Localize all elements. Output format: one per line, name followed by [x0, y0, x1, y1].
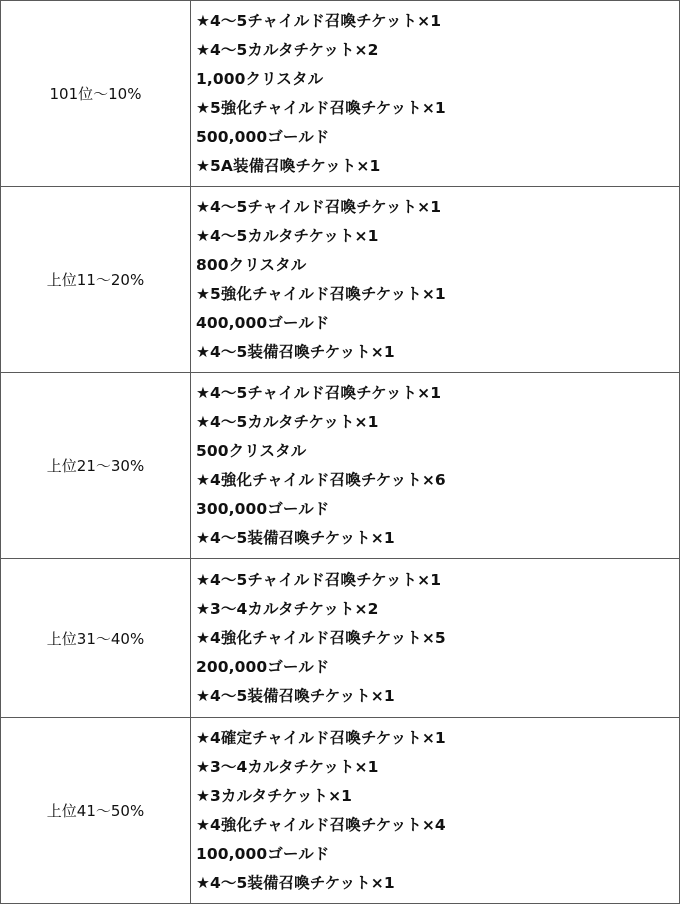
reward-item: ★3〜4カルタチケット×1 [196, 757, 379, 776]
reward-item: ★4確定チャイルド召喚チケット×1 [196, 728, 446, 747]
reward-item: ★4〜5チャイルド召喚チケット×1 [196, 570, 442, 589]
reward-item: ★5強化チャイルド召喚チケット×1 [196, 284, 446, 303]
reward-item: ★3カルタチケット×1 [196, 786, 353, 805]
reward-item: ★3〜4カルタチケット×2 [196, 599, 379, 618]
reward-item: ★5強化チャイルド召喚チケット×1 [196, 98, 446, 117]
table-row [1, 718, 680, 904]
reward-item: ★4〜5装備召喚チケット×1 [196, 528, 395, 547]
table-row [1, 559, 680, 718]
reward-item: 100,000ゴールド [196, 844, 330, 863]
rewards-cell [191, 373, 680, 559]
rank-cell: 101位〜10% [1, 1, 191, 187]
rank-cell: 上位41〜50% [1, 718, 191, 904]
reward-item: ★5A装備召喚チケット×1 [196, 156, 381, 175]
rank-cell: 上位31〜40% [1, 559, 191, 718]
reward-item: ★4〜5カルタチケット×1 [196, 226, 379, 245]
rank-cell: 上位21〜30% [1, 373, 191, 559]
reward-item: ★4〜5カルタチケット×2 [196, 40, 379, 59]
rank-cell: 上位11〜20% [1, 187, 191, 373]
reward-item: 800クリスタル [196, 255, 307, 274]
reward-item: ★4〜5装備召喚チケット×1 [196, 342, 395, 361]
reward-item: ★4強化チャイルド召喚チケット×6 [196, 470, 446, 489]
reward-item: ★4〜5チャイルド召喚チケット×1 [196, 383, 442, 402]
rewards-cell [191, 718, 680, 904]
reward-item: 1,000クリスタル [196, 69, 324, 88]
reward-item: 200,000ゴールド [196, 657, 330, 676]
rewards-cell [191, 559, 680, 718]
table-row [1, 1, 680, 187]
table-row [1, 373, 680, 559]
reward-item: 400,000ゴールド [196, 313, 330, 332]
reward-item: 300,000ゴールド [196, 499, 330, 518]
reward-item: ★4〜5装備召喚チケット×1 [196, 873, 395, 892]
reward-item: 500クリスタル [196, 441, 307, 460]
rewards-cell [191, 1, 680, 187]
reward-item: 500,000ゴールド [196, 127, 330, 146]
table-row [1, 187, 680, 373]
reward-item: ★4〜5チャイルド召喚チケット×1 [196, 197, 442, 216]
reward-item: ★4〜5カルタチケット×1 [196, 412, 379, 431]
reward-item: ★4〜5チャイルド召喚チケット×1 [196, 11, 442, 30]
reward-item: ★4強化チャイルド召喚チケット×5 [196, 628, 446, 647]
reward-item: ★4〜5装備召喚チケット×1 [196, 686, 395, 705]
reward-item: ★4強化チャイルド召喚チケット×4 [196, 815, 446, 834]
rewards-cell [191, 187, 680, 373]
